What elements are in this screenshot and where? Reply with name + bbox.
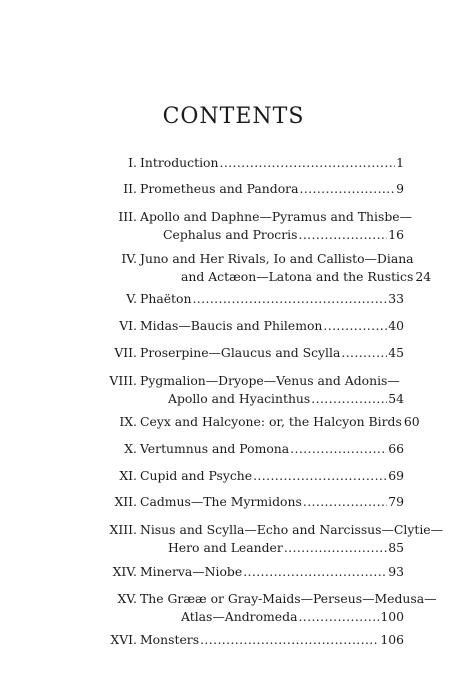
- dot-leader: [243, 563, 387, 581]
- chapter-number: II.: [123, 181, 137, 196]
- toc-line: [0, 590, 467, 608]
- toc-line: [0, 154, 467, 172]
- dot-leader: [299, 180, 395, 198]
- chapter-number: XIII.: [109, 522, 137, 537]
- chapter-title: Proserpine—Glaucus and Scylla: [140, 345, 341, 360]
- toc-line: [0, 539, 467, 557]
- dot-leader: [290, 440, 387, 458]
- page-number: 60: [403, 414, 420, 429]
- chapter-title: Apollo and Hyacinthus: [168, 391, 311, 406]
- toc-line: [0, 413, 467, 431]
- chapter-title: Cadmus—The Myrmidons: [140, 494, 302, 509]
- dot-leader: [323, 317, 387, 335]
- chapter-number: V.: [126, 291, 137, 306]
- page-number: 45: [388, 345, 404, 360]
- chapter-title: Vertumnus and Pomona: [140, 441, 290, 456]
- page-number: 79: [388, 494, 404, 509]
- chapter-title: Midas—Baucis and Philemon: [140, 318, 323, 333]
- chapter-number: I.: [128, 155, 137, 170]
- toc-line: [0, 631, 467, 649]
- chapter-title: Atlas—Andromeda: [181, 609, 298, 624]
- page-number: 93: [388, 564, 404, 579]
- toc-line: [0, 180, 467, 198]
- page-number: 40: [388, 318, 404, 333]
- chapter-title: Phaëton: [140, 291, 192, 306]
- chapter-title: Introduction: [140, 155, 219, 170]
- page-number: 9: [396, 181, 404, 196]
- dot-leader: [200, 631, 379, 649]
- toc-line: [0, 467, 467, 485]
- chapter-title: Juno and Her Rivals, Io and Callisto—Diana: [140, 251, 414, 266]
- toc-line: [0, 440, 467, 458]
- page-number: 100: [380, 609, 404, 624]
- dot-leader: [341, 344, 387, 362]
- toc-line: [0, 250, 467, 268]
- dot-leader: [299, 226, 388, 244]
- toc-line: [0, 608, 467, 626]
- page-number: 106: [380, 632, 404, 647]
- dot-leader: [192, 290, 387, 308]
- chapter-title: Apollo and Daphne—Pyramus and Thisbe—: [140, 209, 412, 224]
- chapter-title: Monsters: [140, 632, 200, 647]
- chapter-title: Hero and Leander: [168, 540, 283, 555]
- chapter-number: XII.: [114, 494, 137, 509]
- chapter-number: XVI.: [110, 632, 137, 647]
- toc-line: [0, 268, 467, 286]
- dot-leader: [284, 539, 387, 557]
- toc-line: [0, 344, 467, 362]
- chapter-title: Cephalus and Procris: [163, 227, 298, 242]
- chapter-number: III.: [118, 209, 137, 224]
- toc-line: [0, 290, 467, 308]
- chapter-title: Minerva—Niobe: [140, 564, 243, 579]
- toc-line: [0, 493, 467, 511]
- chapter-title: Nisus and Scylla—Echo and Narcissus—Clytie—: [140, 522, 444, 537]
- page-number: 24: [415, 269, 432, 284]
- chapter-title: Pygmalion—Dryope—Venus and Adonis—: [140, 373, 400, 388]
- toc-line: [0, 208, 467, 226]
- toc-line: [0, 563, 467, 581]
- toc-line: [0, 521, 467, 539]
- dot-leader: [298, 608, 379, 626]
- chapter-title: Cupid and Psyche: [140, 468, 253, 483]
- page-number: 66: [388, 441, 404, 456]
- page-title: CONTENTS: [162, 104, 305, 129]
- toc-line: [0, 372, 467, 390]
- dot-leader: [253, 467, 387, 485]
- chapter-number: IX.: [119, 414, 137, 429]
- toc-line: [0, 226, 467, 244]
- chapter-number: VII.: [114, 345, 137, 360]
- dot-leader: [303, 493, 387, 511]
- page-number: 1: [396, 155, 404, 170]
- chapter-title: The Grææ or Gray-Maids—Perseus—Medusa—: [140, 591, 437, 606]
- page-number: 85: [388, 540, 404, 555]
- dot-leader: [219, 154, 395, 172]
- toc-line: [0, 317, 467, 335]
- chapter-number: IV.: [121, 251, 137, 266]
- page-number: 33: [388, 291, 404, 306]
- page-number: 54: [388, 391, 404, 406]
- chapter-title: Ceyx and Halcyone: or, the Halcyon Birds: [140, 414, 402, 429]
- chapter-number: XV.: [117, 591, 137, 606]
- chapter-number: X.: [124, 441, 137, 456]
- chapter-number: XIV.: [112, 564, 137, 579]
- chapter-title: and Actæon—Latona and the Rustics: [181, 269, 414, 284]
- chapter-title: Prometheus and Pandora: [140, 181, 299, 196]
- page-number: 16: [388, 227, 404, 242]
- chapter-number: VI.: [119, 318, 137, 333]
- page-number: 69: [388, 468, 404, 483]
- chapter-number: XI.: [119, 468, 137, 483]
- toc-line: [0, 390, 467, 408]
- chapter-number: VIII.: [109, 373, 137, 388]
- dot-leader: [311, 390, 387, 408]
